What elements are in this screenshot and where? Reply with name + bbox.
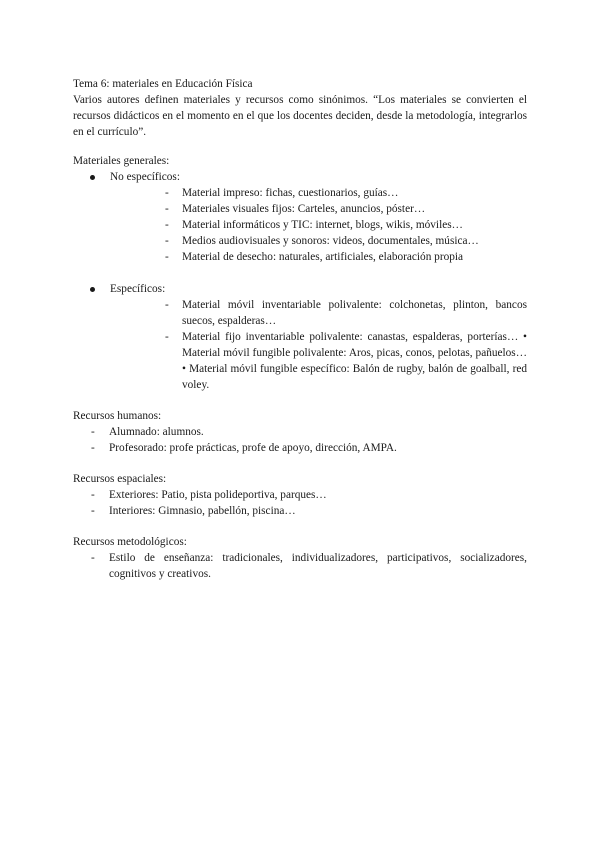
document-title: Tema 6: materiales en Educación Física bbox=[73, 78, 253, 90]
recursos-metodologicos-list bbox=[73, 550, 527, 582]
bullet-dot-icon bbox=[90, 287, 95, 292]
dash-icon: - bbox=[91, 426, 95, 438]
heading-recursos-metodologicos: Recursos metodológicos: bbox=[73, 536, 187, 548]
dash-icon: - bbox=[165, 235, 169, 247]
spacer bbox=[73, 265, 527, 281]
list-item bbox=[73, 440, 527, 456]
list-item-text: Estilo de enseñanza: tradicionales, individualizadores, participativos, socializadores, cognitivos y creativos. bbox=[109, 552, 527, 580]
dash-icon: - bbox=[165, 219, 169, 231]
list-item bbox=[110, 297, 527, 329]
especificos-list bbox=[110, 297, 527, 393]
list-item-text: Alumnado: alumnos. bbox=[109, 426, 204, 438]
list-item bbox=[110, 249, 527, 265]
list-item bbox=[73, 487, 527, 503]
list-item-text: Medios audiovisuales y sonoros: videos, documentales, música… bbox=[182, 235, 479, 247]
list-item-text: Material de desecho: naturales, artificiales, elaboración propia bbox=[182, 251, 464, 263]
heading-recursos-espaciales: Recursos espaciales: bbox=[73, 473, 167, 485]
dash-icon: - bbox=[91, 552, 95, 564]
recursos-humanos-list bbox=[73, 424, 527, 456]
document-page bbox=[73, 76, 527, 582]
list-item bbox=[110, 329, 527, 393]
dash-icon: - bbox=[165, 251, 169, 263]
spacer bbox=[73, 456, 527, 471]
list-item bbox=[73, 550, 527, 582]
list-item-text: Material informáticos y TIC: internet, blogs, wikis, móviles… bbox=[182, 219, 463, 231]
list-item-text: Material móvil inventariable polivalente: colchonetas, plinton, bancos suecos, espalderas… bbox=[182, 299, 527, 327]
heading-materiales-generales: Materiales generales: bbox=[73, 155, 170, 167]
list-item-text: Materiales visuales fijos: Carteles, anuncios, póster… bbox=[182, 203, 426, 215]
materiales-bullet-list bbox=[73, 169, 527, 393]
dash-icon: - bbox=[165, 299, 169, 311]
list-item bbox=[110, 217, 527, 233]
intro-paragraph: Varios autores definen materiales y recursos como sinónimos. “Los materiales se convierten el recursos didácticos en el momento en el que los docentes deciden, desde la metodología, integrarlos en el currículo”. bbox=[73, 94, 527, 138]
list-item bbox=[73, 424, 527, 440]
list-item-text: Interiores: Gimnasio, pabellón, piscina… bbox=[109, 505, 296, 517]
list-item-text: Exteriores: Patio, pista polideportiva, parques… bbox=[109, 489, 327, 501]
dash-icon: - bbox=[91, 505, 95, 517]
dash-icon: - bbox=[91, 489, 95, 501]
bullet-especificos bbox=[73, 281, 527, 393]
list-item-text: Profesorado: profe prácticas, profe de apoyo, dirección, AMPA. bbox=[109, 442, 397, 454]
bullet-dot-icon bbox=[90, 175, 95, 180]
no-especificos-list bbox=[110, 185, 527, 265]
bullet-label: No específicos: bbox=[110, 171, 180, 183]
spacer bbox=[73, 519, 527, 534]
bullet-no-especificos bbox=[73, 169, 527, 265]
spacer bbox=[73, 393, 527, 408]
list-item-text: Material impreso: fichas, cuestionarios, guías… bbox=[182, 187, 399, 199]
list-item bbox=[73, 503, 527, 519]
list-item bbox=[110, 185, 527, 201]
list-item bbox=[110, 201, 527, 217]
bullet-label: Específicos: bbox=[110, 283, 166, 295]
heading-recursos-humanos: Recursos humanos: bbox=[73, 410, 162, 422]
dash-icon: - bbox=[165, 187, 169, 199]
list-item-text: Material fijo inventariable polivalente: canastas, espalderas, porterías… • Material móvil fungible polivalente: Aros, picas, conos, pelotas, pañuelos… • Material móvil fungible específico: Balón de rugby, balón de goalball, red voley. bbox=[182, 331, 527, 391]
list-item bbox=[110, 233, 527, 249]
dash-icon: - bbox=[91, 442, 95, 454]
dash-icon: - bbox=[165, 203, 169, 215]
recursos-espaciales-list bbox=[73, 487, 527, 519]
dash-icon: - bbox=[165, 331, 169, 343]
